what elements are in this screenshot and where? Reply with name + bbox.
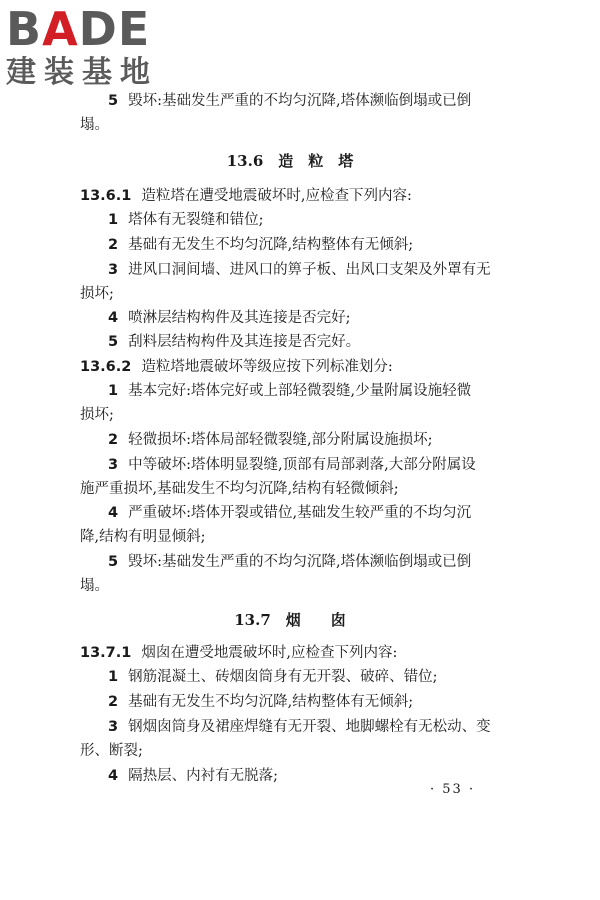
item-number: 1 <box>108 383 119 399</box>
logo-brand-suffix: DE <box>78 2 151 56</box>
item-number: 3 <box>108 262 119 278</box>
item-text: 基础有无发生不均匀沉降,结构整体有无倾斜; <box>128 694 414 710</box>
item-number: 5 <box>108 554 119 570</box>
item-number: 3 <box>108 719 119 735</box>
clause <box>80 357 500 377</box>
item-number: 2 <box>108 694 119 710</box>
list-item <box>80 260 528 280</box>
logo-brand <box>6 4 150 54</box>
clause-text: 造粒塔在遭受地震破坏时,应检查下列内容: <box>141 188 412 204</box>
list-item <box>80 332 528 352</box>
list-item <box>80 692 528 712</box>
item-text: 喷淋层结构构件及其连接是否完好; <box>128 310 351 326</box>
list-item <box>80 308 528 328</box>
item-text: 中等破坏:塔体明显裂缝,顶部有局部剥落,大部分附属设 <box>128 457 476 473</box>
item-text: 塔体有无裂缝和错位; <box>128 212 264 228</box>
list-item <box>80 503 528 523</box>
clause-number: 13.6.1 <box>80 188 132 204</box>
item-number: 1 <box>108 669 119 685</box>
item-number: 4 <box>108 505 119 521</box>
list-item-continuation: 塌。 <box>80 117 109 133</box>
item-number: 2 <box>108 432 119 448</box>
item-text: 严重破坏:塔体开裂或错位,基础发生较严重的不均匀沉 <box>128 505 472 521</box>
clause <box>80 186 500 206</box>
item-text: 毁坏:基础发生严重的不均匀沉降,塔体濒临倒塌或已倒 <box>128 554 472 570</box>
list-item-continuation: 损坏; <box>80 286 114 302</box>
logo-subtitle: 建装基地 <box>6 55 158 90</box>
logo-brand-mark: A <box>42 2 79 56</box>
list-item <box>80 381 528 401</box>
list-item-continuation: 塌。 <box>80 578 109 594</box>
item-text: 钢烟囱筒身及裙座焊缝有无开裂、地脚螺栓有无松动、变 <box>128 719 491 735</box>
list-item-continuation: 施严重损坏,基础发生不均匀沉降,结构有轻微倾斜; <box>80 481 399 497</box>
page-number: · 53 · <box>430 782 476 797</box>
list-item <box>80 455 528 475</box>
clause-number: 13.6.2 <box>80 359 132 375</box>
list-item <box>80 552 528 572</box>
list-item <box>80 235 528 255</box>
clause-text: 烟囱在遭受地震破坏时,应检查下列内容: <box>141 645 398 661</box>
clause-number: 13.7.1 <box>80 645 132 661</box>
item-text: 毁坏:基础发生严重的不均匀沉降,塔体濒临倒塌或已倒 <box>128 93 472 109</box>
list-item <box>80 667 528 687</box>
section-heading: 13.6 造 粒 塔 <box>226 152 354 170</box>
logo-brand-prefix: B <box>6 2 43 56</box>
item-text: 基础有无发生不均匀沉降,结构整体有无倾斜; <box>128 237 414 253</box>
list-item <box>80 210 528 230</box>
item-text: 轻微损坏:塔体局部轻微裂缝,部分附属设施损坏; <box>128 432 433 448</box>
item-text: 基本完好:塔体完好或上部轻微裂缝,少量附属设施轻微 <box>128 383 472 399</box>
item-number: 4 <box>108 310 119 326</box>
item-number: 4 <box>108 768 119 784</box>
list-item-continuation: 形、断裂; <box>80 743 143 759</box>
item-number: 3 <box>108 457 119 473</box>
item-text: 进风口洞间墙、进风口的箅子板、出风口支架及外罩有无 <box>128 262 491 278</box>
item-number: 5 <box>108 334 119 350</box>
logo <box>6 4 176 94</box>
item-text: 隔热层、内衬有无脱落; <box>128 768 278 784</box>
item-number: 1 <box>108 212 119 228</box>
clause <box>80 643 500 663</box>
item-number: 5 <box>108 93 119 109</box>
clause-text: 造粒塔地震破坏等级应按下列标准划分: <box>141 359 393 375</box>
item-text: 刮料层结构构件及其连接是否完好。 <box>128 334 361 350</box>
item-number: 2 <box>108 237 119 253</box>
list-item-continuation: 损坏; <box>80 407 114 423</box>
item-text: 钢筋混凝土、砖烟囱筒身有无开裂、破碎、错位; <box>128 669 438 685</box>
section-heading: 13.7 烟 囱 <box>234 611 346 629</box>
list-item <box>80 717 528 737</box>
list-item <box>80 430 528 450</box>
list-item-continuation: 降,结构有明显倾斜; <box>80 529 206 545</box>
list-item <box>80 91 528 111</box>
